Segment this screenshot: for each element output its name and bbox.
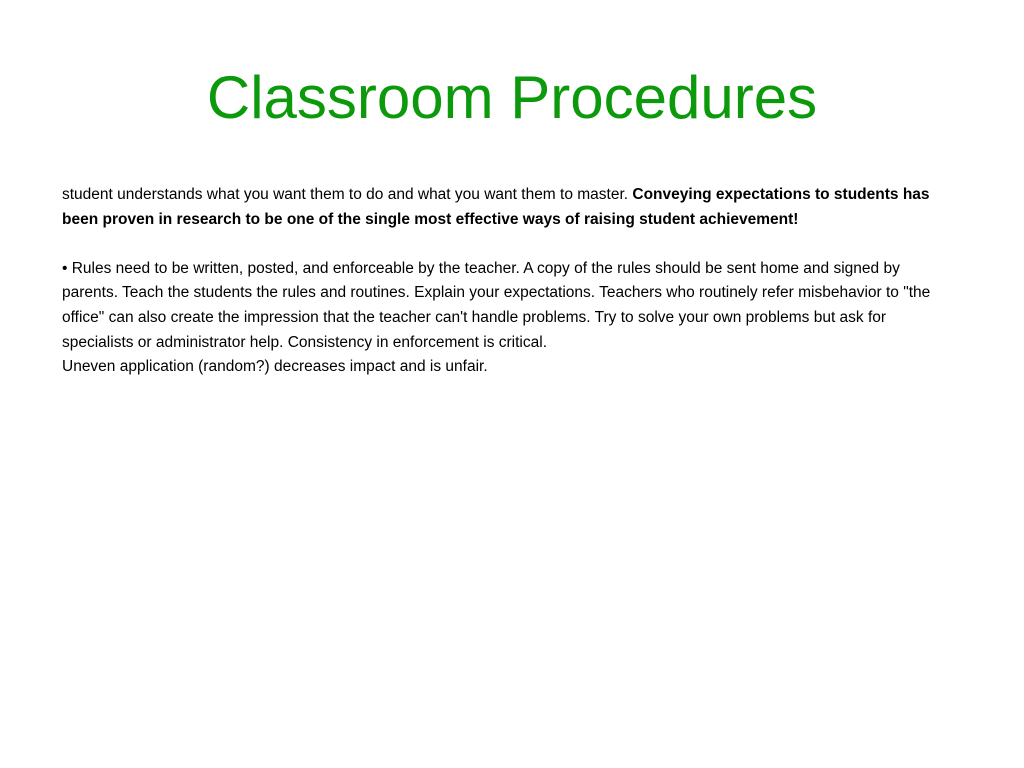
paragraph-rules-closing: Uneven application (random?) decreases impact and is unfair. [62,358,488,376]
slide-body [62,183,942,380]
paragraph-spacer [62,232,942,257]
paragraph-expectations-intro: student understands what you want them to do and what you want them to master. [62,186,633,203]
paragraph-expectations [62,183,942,232]
slide-title: Classroom Procedures [206,64,818,131]
paragraph-rules: • Rules need to be written, posted, and enforceable by the teacher. A copy of the rules should be sent home and signed by parents. Teach the students the rules and routines. Explain your expectations. Teachers who routinely refer misbehavior to "the office" can also create the impression that the teacher can't handle problems. Try to solve your own problems but ask for specialists or administrator help. Consistency in enforcement is critical. [62,259,931,351]
paragraph-expectations-emphasis: Conveying expectations to students has been proven in research to be one of the single most effective ways of raising student achievement! [62,186,930,228]
